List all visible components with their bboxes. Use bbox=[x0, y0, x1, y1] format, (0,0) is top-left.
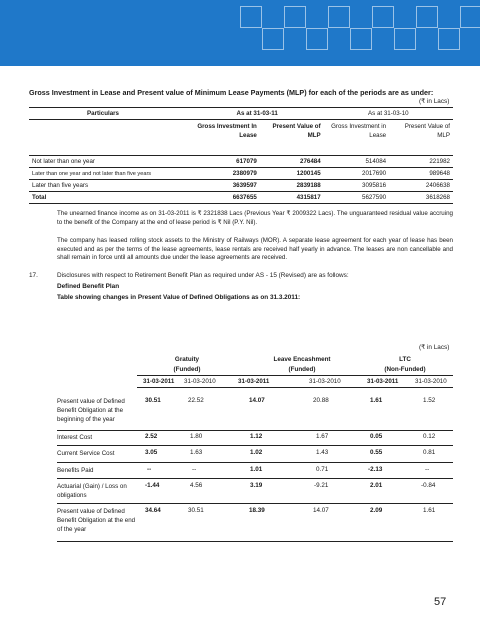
row-label: Later than one year and not later than five years bbox=[29, 168, 194, 180]
cell-value: 1.61 bbox=[423, 507, 436, 514]
row-divider bbox=[57, 430, 453, 431]
row-label-current-service-cost: Current Service Cost bbox=[57, 450, 115, 457]
row-label: Not later than one year bbox=[29, 156, 194, 168]
cell-value: -- bbox=[192, 466, 197, 473]
disclosure-text: Disclosures with respect to Retirement Benefit Plan as required under AS - 15 (Revised) are as follows: bbox=[57, 272, 349, 279]
page-number: 57 bbox=[434, 596, 447, 608]
cell-value: 1.43 bbox=[316, 449, 329, 456]
cell-value: 1.01 bbox=[250, 466, 263, 473]
row-divider bbox=[57, 462, 453, 463]
cell-value: -1.44 bbox=[145, 482, 160, 489]
row-label-pv-beginning: Present value of Defined Benefit Obligation at the beginning of the year bbox=[57, 398, 125, 423]
date-header: 31-03-2010 bbox=[309, 377, 341, 385]
date-header: 31-03-2010 bbox=[415, 377, 447, 385]
header-square-decor bbox=[306, 28, 328, 50]
cell-value: 2380979 bbox=[194, 168, 260, 180]
cell-value: 514084 bbox=[324, 156, 389, 168]
cell-value: 3095816 bbox=[324, 180, 389, 192]
cell-value: 6637655 bbox=[194, 192, 260, 204]
cell-value: 989648 bbox=[389, 168, 453, 180]
cell-value: 1.02 bbox=[250, 449, 263, 456]
cell-value: 22.52 bbox=[188, 397, 204, 404]
row-label-actuarial-gain-loss: Actuarial (Gain) / Loss on obligations bbox=[57, 483, 127, 499]
retirement-unit-note: (₹ in Lacs) bbox=[419, 344, 450, 351]
row-label-benefits-paid: Benefits Paid bbox=[57, 467, 94, 474]
cell-value: -0.84 bbox=[421, 482, 436, 489]
table-row bbox=[29, 180, 453, 192]
table-row-total bbox=[29, 192, 453, 204]
row-divider bbox=[57, 478, 453, 479]
cell-value: 1.80 bbox=[190, 433, 203, 440]
row-label-pv-end: Present value of Defined Benefit Obligation at the end of the year bbox=[57, 508, 136, 533]
date-header-row bbox=[137, 375, 453, 388]
cell-value: 0.71 bbox=[316, 466, 329, 473]
cell-value: 0.55 bbox=[370, 449, 383, 456]
gross-investment-2010-header: Gross Investment in Lease bbox=[324, 120, 389, 156]
header-square-decor bbox=[394, 28, 416, 50]
cell-value: 30.51 bbox=[188, 507, 204, 514]
cell-value: 1.67 bbox=[316, 433, 329, 440]
cell-value: -- bbox=[425, 466, 430, 473]
present-value-2010-header: Present Value of MLP bbox=[389, 120, 453, 156]
cell-value: 4.56 bbox=[190, 482, 203, 489]
table-heading: Table showing changes in Present Value of Defined Obligations as on 31.3.2011: bbox=[57, 294, 301, 301]
lease-agreement-paragraph: The company has leased rolling stock assets to the Ministry of Railways (MOR). A separate lease agreement for each year of lease has been executed and as per the terms of the lease agreements, lease rentals are received half yearly in advance. The leases are non cancellable and shall remain in force until all amounts due under the lease agreements are received. bbox=[57, 237, 453, 262]
table-row bbox=[29, 168, 453, 180]
date-header: 31-03-2011 bbox=[367, 377, 399, 385]
group-header-leave-encashment: Leave Encashment (Funded) bbox=[273, 356, 331, 373]
date-header: 31-03-2011 bbox=[238, 377, 270, 385]
row-divider bbox=[57, 503, 453, 504]
cell-value: 1.61 bbox=[370, 397, 383, 404]
row-label-interest-cost: Interest Cost bbox=[57, 434, 93, 441]
cell-value: 3.19 bbox=[250, 482, 263, 489]
cell-value: 221982 bbox=[389, 156, 453, 168]
as-at-2010-header: As at 31-03-10 bbox=[324, 108, 453, 120]
cell-value: 30.51 bbox=[145, 397, 161, 404]
cell-value: 1.63 bbox=[190, 449, 203, 456]
cell-value: 5627590 bbox=[324, 192, 389, 204]
header-square-decor bbox=[460, 6, 480, 28]
lease-subheader-row bbox=[29, 120, 453, 156]
present-value-2011-header: Present Value of MLP bbox=[260, 120, 324, 156]
item-number: 17. bbox=[29, 272, 38, 279]
cell-value: 3639597 bbox=[194, 180, 260, 192]
particulars-header: Particulars bbox=[29, 108, 194, 120]
date-header: 31-03-2010 bbox=[184, 377, 216, 385]
group-header-ltc: LTC (Non-Funded) bbox=[384, 356, 426, 373]
cell-value: 2.52 bbox=[145, 433, 158, 440]
lease-table bbox=[29, 107, 453, 204]
cell-value: 1.12 bbox=[250, 433, 263, 440]
header-square-decor bbox=[350, 28, 372, 50]
cell-value: 18.39 bbox=[249, 507, 265, 514]
header-square-decor bbox=[372, 6, 394, 28]
group-header-gratuity: Gratuity (Funded) bbox=[173, 356, 201, 373]
cell-value: 3.05 bbox=[145, 449, 158, 456]
cell-value: 276484 bbox=[260, 156, 324, 168]
header-square-decor bbox=[240, 6, 262, 28]
cell-value: 2406638 bbox=[389, 180, 453, 192]
cell-value: -2.13 bbox=[368, 466, 383, 473]
header-square-decor bbox=[438, 28, 460, 50]
cell-value: 2839188 bbox=[260, 180, 324, 192]
row-label: Total bbox=[29, 192, 194, 204]
cell-value: 0.81 bbox=[423, 449, 436, 456]
cell-value: 3618268 bbox=[389, 192, 453, 204]
table-bottom-rule bbox=[57, 541, 453, 542]
cell-value: 34.64 bbox=[145, 507, 161, 514]
lease-table-title: Gross Investment in Lease and Present value of Minimum Lease Payments (MLP) for each of the periods are as under: bbox=[29, 88, 434, 97]
header-square-decor bbox=[284, 6, 306, 28]
date-header: 31-03-2011 bbox=[143, 377, 175, 385]
cell-value: 0.12 bbox=[423, 433, 436, 440]
row-label: Later than five years bbox=[29, 180, 194, 192]
cell-value: 617079 bbox=[194, 156, 260, 168]
cell-value: -- bbox=[147, 466, 152, 473]
gross-investment-2011-header: Gross Investment In Lease bbox=[194, 120, 260, 156]
cell-value: 1200145 bbox=[260, 168, 324, 180]
header-square-decor bbox=[416, 6, 438, 28]
header-band bbox=[0, 0, 480, 66]
as-at-2011-header: As at 31-03-11 bbox=[194, 108, 324, 120]
cell-value: 0.05 bbox=[370, 433, 383, 440]
cell-value: 2.01 bbox=[370, 482, 383, 489]
plan-heading: Defined Benefit Plan bbox=[57, 283, 120, 290]
cell-value: 4315817 bbox=[260, 192, 324, 204]
cell-value: 1.52 bbox=[423, 397, 436, 404]
lease-unit-note: (₹ in Lacs) bbox=[419, 98, 450, 105]
header-square-decor bbox=[328, 6, 350, 28]
cell-value: 14.07 bbox=[249, 397, 265, 404]
unearned-income-paragraph: The unearned finance income as on 31-03-2011 is ₹ 2321838 Lacs (Previous Year ₹ 2009322 Lacs). The unguaranteed residual value accruing to the benefit of the Company at the end of lease period is ₹ Nil (P.Y. Nil). bbox=[57, 210, 453, 226]
table-row bbox=[29, 156, 453, 168]
cell-value: 2.09 bbox=[370, 507, 383, 514]
lease-header-row bbox=[29, 108, 453, 120]
cell-value: 2017690 bbox=[324, 168, 389, 180]
cell-value: 20.88 bbox=[313, 397, 329, 404]
row-divider bbox=[57, 445, 453, 446]
cell-value: 14.07 bbox=[313, 507, 329, 514]
header-square-decor bbox=[262, 28, 284, 50]
cell-value: -9.21 bbox=[314, 482, 329, 489]
